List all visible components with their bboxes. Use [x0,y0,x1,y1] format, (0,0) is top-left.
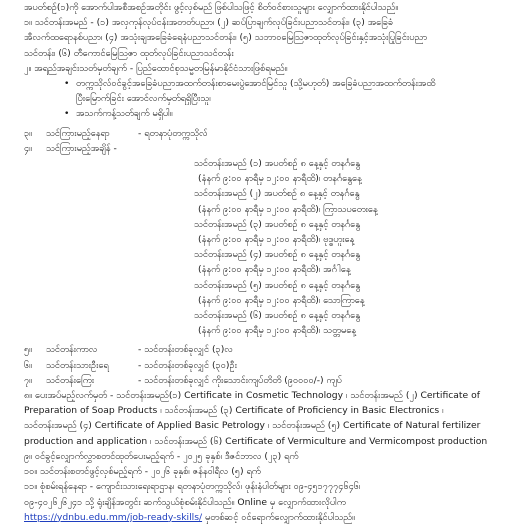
section-11-line-2 [24,510,516,525]
intro-line-3: သင်တန်း၊ (၆) တီကောင်မြေဩဇာ ထုတ်လုပ်ခြင်းပညာသင်တန်း [24,47,234,59]
section-6 [24,358,516,373]
section-3-number: ၃။ [24,127,32,139]
schedule-course-5: သင်တန်းအမည် (၅) အပတ်စဥ် ၈ နေ့နှင့် တနင်္ဂနွေ [194,279,361,291]
section-5 [24,342,516,357]
section-7-value: - သင်တန်းတစ်ခုလျှင် ကိုးသောင်းကျပ်တိတိ (၉၀၀၀၀/-) ကျပ် [138,374,342,386]
intro-line-0: အပတ်စဥ်(၁)ကို အောက်ပါအစီအစဥ်အတိုင်း ဖွင့်လှစ်မည် ဖြစ်ပါသဖြင့် စိတ်ဝင်စားသူများ လျှောက်ထားနိုင်ပါသည်။ [24,2,399,13]
schedule-time-1: (နံနက် ၉:၀၀ နာရီမှ ၁၂:၀၀ နာရီထိ)၊ တနင်္ဂနွေနေ့ [198,173,362,185]
section-3 [24,126,516,141]
intro-line-1: ၁။ သင်တန်းအမည် - (၁) အလှကုန်လုပ်ငန်းအတတ်ပညာ၊ (၂) ဆပ်ပြာချက်လုပ်ခြင်းပညာသင်တန်း၊ (၃) အခြေခံ [24,17,394,29]
section-4-label: သင်ကြားမည့်အချိန် - [46,142,117,154]
schedule-time-3: (နံနက် ၉:၀၀ နာရီမှ ၁၂:၀၀ နာရီထိ)၊ ဗုဒ္ဓဟူးနေ့ [198,234,355,246]
section-8-line-3: production and application ၊ သင်တန်းအမည် (၆) Certificate of Vermiculture and Vermicompost production [24,435,488,447]
section-2-bullet-1-cont: ပြီးမြောက်ခြင်း အောင်လက်မှတ်ရရှိပြီးသူ၊ [76,93,211,105]
section-9: ၉။ ဝင်ခွင့်လျှောက်လွှာစတင်ထုတ်ပေးမည့်ရက် - ၂၀၂၅ ခုနှစ်၊ ဒီဇင်ဘာလ (၂၃) ရက် [24,450,299,462]
section-6-number: ၆။ [24,359,32,371]
section-7-label: သင်တန်းကြေး [46,374,95,386]
section-3-value: - ရတနာပုံတက္ကသိုလ် [138,127,208,139]
schedule-time-6: (နံနက် ၉:၀၀ နာရီမှ ၁၂:၀၀ နာရီထိ)၊ သတ္တမနေ့ [198,325,357,337]
section-2-bullet-1: • တက္ကသိုလ်ဝင်ခွင့်အခြေခံပညာအထက်တန်းစာမေးပွဲအောင်မြင်သူ (သို့မဟုတ်) အခြေခံပညာအထက်တန်းအထိ [24,76,516,91]
section-4-number: ၄။ [24,142,32,154]
intro-line-2: အီလက်ထရောနစ်ပညာ၊ (၄) အသုံးချအခြေခံရေနံပညာသင်တန်း၊ (၅) သဘာဝမြေဩဇာထုတ်လုပ်ခြင်းနှင့်အသုံးပြုခြင်းပညာ [24,32,428,44]
schedule-course-4: သင်တန်းအမည် (၄) အပတ်စဥ် ၈ နေ့နှင့် တနင်္ဂနွေ [194,249,361,261]
section-5-label: သင်တန်းကာလ [46,344,98,356]
section-10: ၁၀။ သင်တန်းစတင်ဖွင့်လှစ်မည့်ရက် - ၂၀၂၆ ခုနှစ်၊ ဇန်နဝါရီလ (၅) ရက် [24,466,261,478]
section-2-bullet-2: • အသက်ကန့်သတ်ချက် မရှိပါ။ [24,106,516,121]
section-11-url-suffix: မှတစ်ဆင့် ဝင်ရောက်လျှောက်ထားနိုင်ပါသည်။ [202,511,355,523]
schedule-course-6: သင်တန်းအမည် (၆) အပတ်စဥ် ၈ နေ့နှင့် တနင်္ဂနွေ [194,310,361,322]
section-6-label: သင်တန်းသားဦးရေ [46,359,109,371]
section-6-value: - သင်တန်းတစ်ခုလျှင် (၃၀)ဦး [138,359,237,371]
section-8-line-2: သင်တန်းအမည် (၄) Certificate of Applied Basic Petrology ၊ သင်တန်းအမည် (၅) Certificate of Natural fertilizer [24,420,481,432]
section-11-line-1: ၀၉-၄၀၂၆၂၆၂၄၁ သို့ ရုံးချိန်အတွင်း ဆက်သွယ်စုံစမ်းနိုင်ပါသည်။ Online မှ လျှောက်ထားလိုပါက [24,496,346,508]
section-2-header: ၂။ အရည်အချင်းသတ်မှတ်ချက် - ပြည်ထောင်စုသမ္မတမြန်မာနိုင်ငံသားဖြစ်ရမည်။ [24,62,288,74]
section-4 [24,141,516,156]
schedule-course-1: သင်တန်းအမည် (၁) အပတ်စဥ် ၈ နေ့နှင့် တနင်္ဂနွေ [194,158,361,170]
schedule-time-4: (နံနက် ၉:၀၀ နာရီမှ ၁၂:၀၀ နာရီထိ)၊ အင်္ဂါနေ့ [198,264,351,276]
schedule-course-3: သင်တန်းအမည် (၃) အပတ်စဥ် ၈ နေ့နှင့် တနင်္ဂနွေ [194,218,361,230]
section-11-line-0: ၁၁။ စုံစမ်းရန်နေရာ - ကျောင်းသားရေးရာဌာန၊ ရတနာပုံတက္ကသိုလ်၊ ဖုန်းနံပါတ်များ ၀၉-၄၅၁၇၇၇၄၆၄၆၊ [24,481,361,493]
section-3-label: သင်ကြားမည့်နေရာ [46,127,110,139]
section-8-line-0: ၈။ ပေးအပ်မည့်လက်မှတ် - သင်တန်းအမည်(၁) Certificate in Cosmetic Technology ၊ သင်တန်းအမည် (၂) Certificate of [24,390,480,402]
section-7 [24,373,516,388]
schedule-list [24,156,516,338]
schedule-time-2: (နံနက် ၉:၀၀ နာရီမှ ၁၂:၀၀ နာရီထိ)၊ ကြာသပတေးနေ့ [198,203,378,215]
section-5-number: ၅။ [24,344,32,356]
section-5-value: - သင်တန်းတစ်ခုလျှင် (၃)လ [138,344,233,356]
online-application-link[interactable]: https://ydnbu.edu.mm/job-ready-skills/ [24,511,203,523]
section-8-line-1: Preparation of Soap Products ၊ သင်တန်းအမည် (၃) Certificate of Proficiency in Basic Electronics ၊ [24,405,444,417]
schedule-course-2: သင်တန်းအမည် (၂) အပတ်စဥ် ၈ နေ့နှင့် တနင်္ဂနွေ [194,188,360,200]
schedule-time-5: (နံနက် ၉:၀၀ နာရီမှ ၁၂:၀၀ နာရီထိ)၊ သောကြာနေ့ [198,294,365,306]
section-7-number: ၇။ [24,374,32,386]
